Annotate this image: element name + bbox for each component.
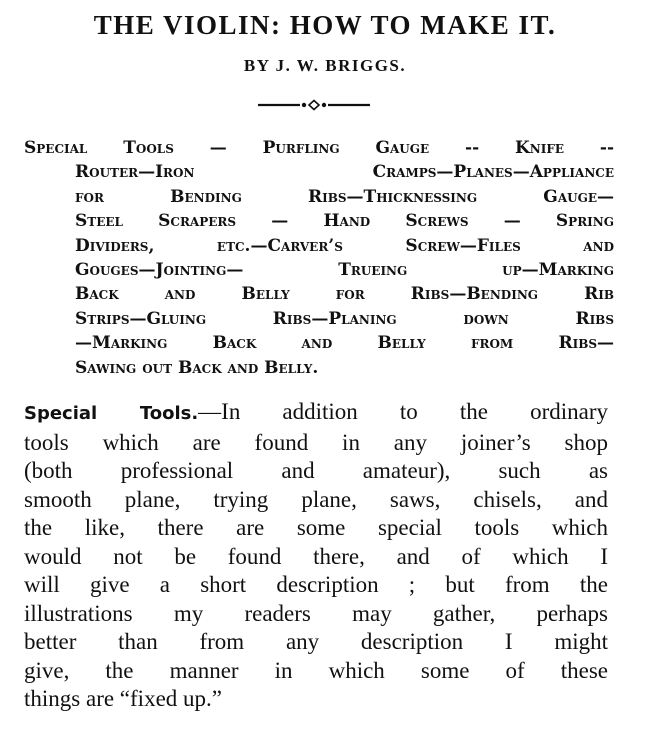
body-line: tools which are found in any joiner’s shop — [24, 429, 608, 455]
summary-line: Gouges—Jointing— Trueing up—Marking — [75, 260, 614, 281]
summary-line: —Marking Back and Belly from Ribs— — [75, 333, 614, 354]
summary-line: Sawing out Back and Belly. — [75, 357, 319, 378]
body-line: illustrations my readers may gather, perhaps — [24, 600, 608, 626]
article-byline: BY J. W. BRIGGS. — [243, 56, 407, 75]
chapter-summary — [24, 136, 614, 380]
summary-line: for Bending Ribs—Thicknessing Gauge— — [75, 186, 614, 207]
body-line: smooth plane, trying plane, saws, chisels, and — [24, 486, 608, 512]
body-line: (both professional and amateur), such as — [24, 458, 608, 483]
article-title: THE VIOLIN: HOW TO MAKE IT. — [93, 10, 557, 40]
summary-line: Strips—Gluing Ribs—Planing down Ribs — [75, 308, 614, 329]
body-line: give, the manner in which some of these — [24, 657, 608, 683]
ornament-divider — [258, 98, 370, 112]
summary-line: Dividers, etc.—Carver’s Screw—Files and — [75, 235, 614, 256]
body-line-text: —In addition to the ordinary — [198, 399, 608, 424]
summary-line: Steel Scrapers — Hand Screws — Spring — [75, 211, 614, 232]
summary-line: Special Tools — Purfling Gauge -- Knife -- — [24, 138, 614, 158]
paragraph-lead: Special Tools. — [24, 403, 199, 424]
body-line: would not be found there, and of which I — [24, 543, 608, 569]
body-line: things are “fixed up.” — [24, 686, 222, 711]
body-paragraph — [24, 398, 608, 714]
body-line: better than from any description I might — [24, 629, 608, 654]
body-line: will give a short description ; but from the — [24, 572, 608, 597]
body-line — [24, 398, 608, 429]
summary-line: Back and Belly for Ribs—Bending Rib — [75, 284, 614, 305]
body-line: the like, there are some special tools which — [24, 515, 608, 540]
summary-line: Router—Iron Cramps—Planes—Appliance — [75, 162, 614, 183]
